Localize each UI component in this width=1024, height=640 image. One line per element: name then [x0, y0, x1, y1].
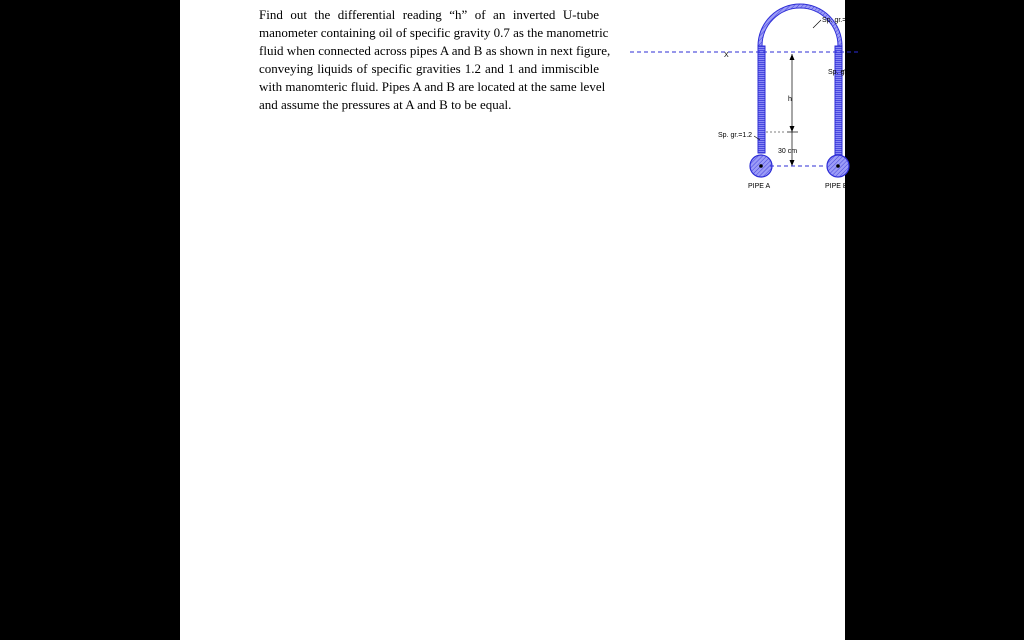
- label-x-right: X: [858, 51, 863, 58]
- problem-line: fluid when connected across pipes A and B as shown in next figure,: [259, 43, 611, 58]
- label-pipe-b: PIPE B: [825, 183, 848, 190]
- label-sg-oil: Sp. gr.=0.7: [822, 17, 857, 24]
- right-limb: [835, 46, 842, 156]
- problem-line: and assume the pressures at A and B to be equal.: [259, 97, 512, 112]
- document-page: [180, 0, 863, 640]
- label-x-left: X: [724, 52, 729, 59]
- problem-line: with manomteric fluid. Pipes A and B are located at the same level: [259, 79, 606, 94]
- manometer-figure: [600, 0, 863, 200]
- problem-line: conveying liquids of specific gravities 1.2 and 1 and immiscible: [259, 61, 599, 76]
- label-30cm: 30 cm: [778, 148, 798, 155]
- label-h: h: [788, 96, 792, 103]
- left-limb: [758, 46, 765, 153]
- problem-statement: [259, 6, 611, 114]
- label-pipe-a: PIPE A: [748, 183, 771, 190]
- problem-line: manometer containing oil of specific gravity 0.7 as the manometric: [259, 25, 609, 40]
- problem-line: Find out the differential reading “h” of an inverted U-tube: [259, 7, 599, 22]
- label-sg-left: Sp. gr.=1.2: [718, 132, 753, 139]
- label-sg-right: Sp. gr.=1.0: [828, 69, 863, 76]
